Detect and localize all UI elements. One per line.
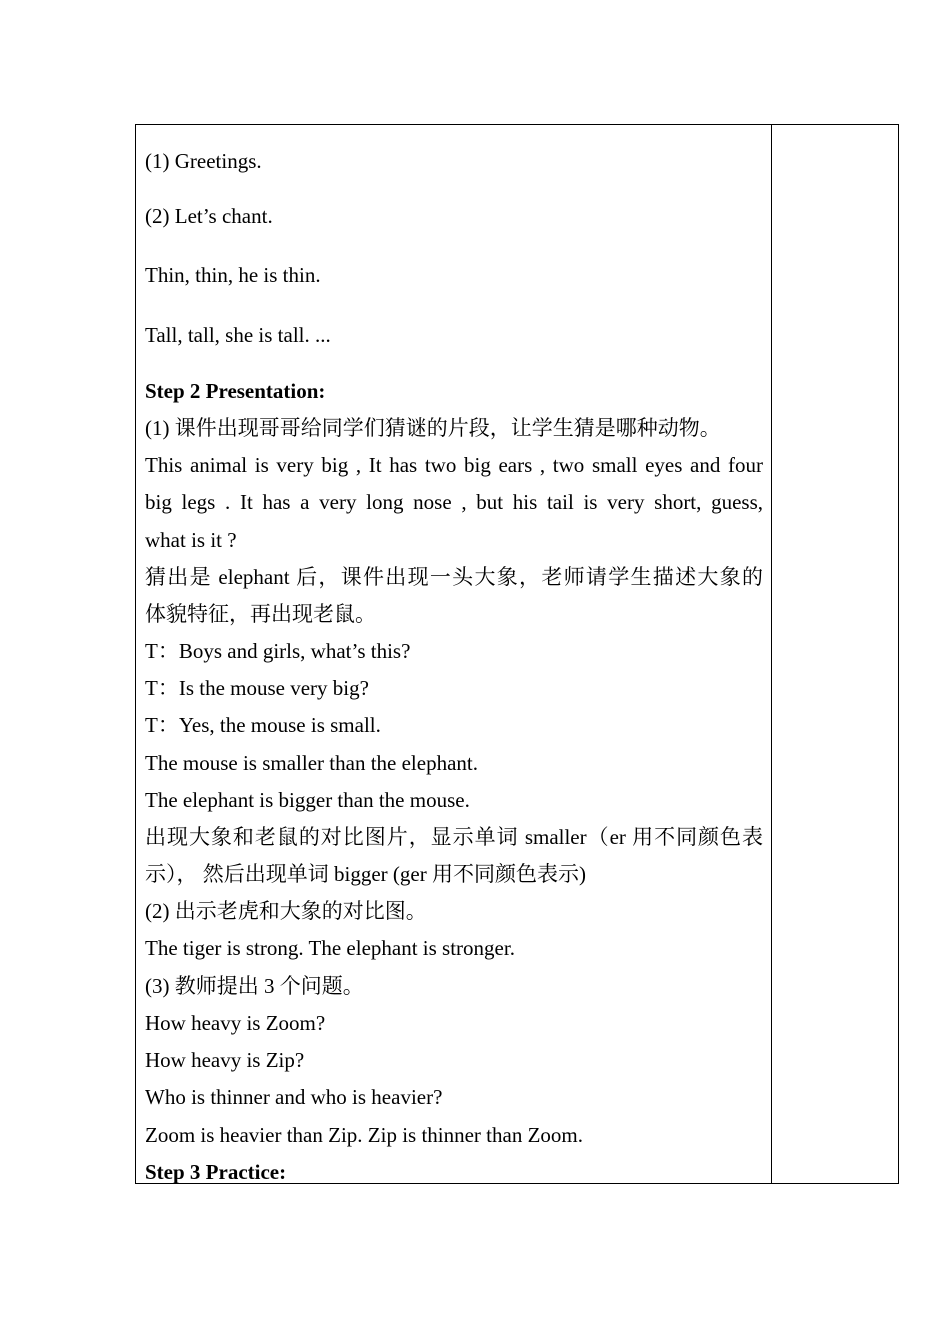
question-2: How heavy is Zip? — [145, 1048, 305, 1072]
question-1: How heavy is Zoom? — [145, 1011, 326, 1035]
warmup-chant-label: (2) Let’s chant. — [145, 204, 273, 228]
contrast-line-2: 示）， 然后出现单词 bigger (ger 用不同颜色表示) — [145, 862, 586, 886]
p1-intro: (1) 课件出现哥哥给同学们猜谜的片段，让学生猜是哪种动物。 — [145, 416, 721, 440]
teacher-line-3: T：Yes, the mouse is small. — [145, 713, 381, 737]
chant-line-2: Tall, tall, she is tall. ... — [145, 323, 331, 347]
question-3: Who is thinner and who is heavier? — [145, 1085, 443, 1109]
step3-heading: Step 3 Practice: — [145, 1160, 287, 1184]
compare-line-1: The mouse is smaller than the elephant. — [145, 751, 478, 775]
guess-line-1: 猜出是 elephant 后，课件出现一头大象，老师请学生描述大象的 — [145, 565, 763, 589]
compare-line-2: The elephant is bigger than the mouse. — [145, 788, 470, 812]
step2-heading: Step 2 Presentation: — [145, 379, 326, 403]
warmup-greetings: (1) Greetings. — [145, 149, 262, 173]
riddle-line-3: what is it ? — [145, 528, 237, 552]
p2-intro: (2) 出示老虎和大象的对比图。 — [145, 899, 427, 923]
riddle-line-1: This animal is very big , It has two big ears , two small eyes and four — [145, 453, 763, 477]
lesson-plan-table — [135, 124, 899, 1184]
chant-line-1: Thin, thin, he is thin. — [145, 263, 321, 287]
p3-intro: (3) 教师提出 3 个问题。 — [145, 974, 364, 998]
teacher-line-2: T：Is the mouse very big? — [145, 676, 369, 700]
answer-line: Zoom is heavier than Zip. Zip is thinner than Zoom. — [145, 1123, 583, 1147]
lesson-content-cell — [136, 125, 772, 1183]
teacher-line-1: T：Boys and girls, what’s this? — [145, 639, 411, 663]
riddle-line-2: big legs . It has a very long nose , but his tail is very short, guess, — [145, 490, 763, 514]
tiger-line: The tiger is strong. The elephant is stronger. — [145, 936, 515, 960]
contrast-line-1: 出现大象和老鼠的对比图片，显示单词 smaller（er 用不同颜色表 — [145, 825, 763, 849]
guess-line-2: 体貌特征，再出现老鼠。 — [145, 602, 376, 626]
notes-cell — [772, 125, 898, 1183]
